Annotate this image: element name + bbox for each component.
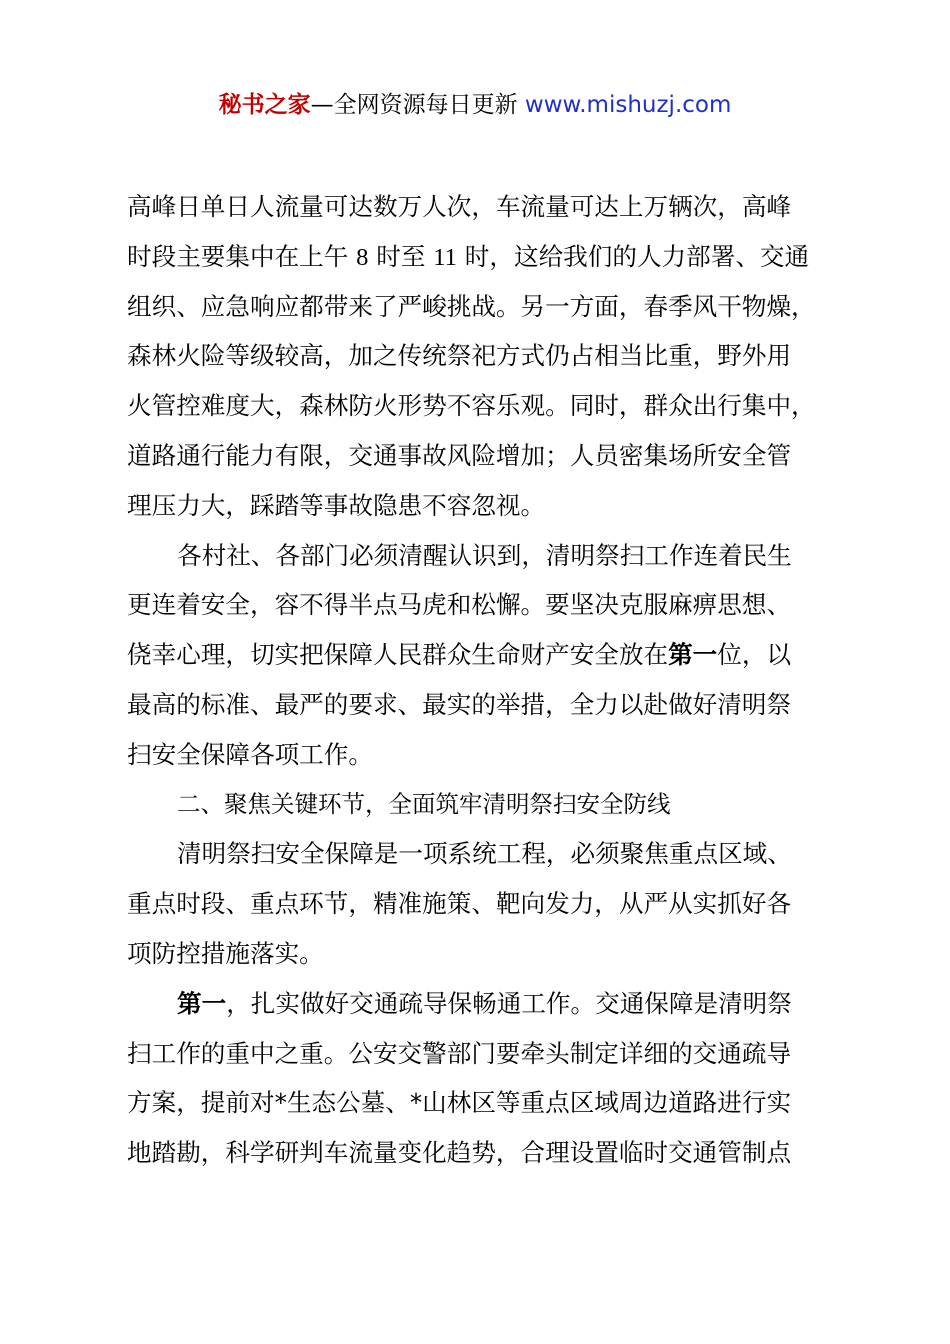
header-tagline: —全网资源每日更新	[310, 92, 525, 118]
text-line: 项防控措施落实。	[127, 938, 324, 968]
emphasis-text: 第一	[177, 988, 227, 1018]
text-line: 更连着安全，容不得半点马虎和松懈。要坚决克服麻痹思想、	[127, 590, 792, 620]
text-line: 各村社、各部门必须清醒认识到，清明祭扫工作连着民生	[177, 540, 792, 570]
text-line: 扫工作的重中之重。公安交警部门要牵头制定详细的交通疏导	[127, 1038, 792, 1068]
text-line: 组织、应急响应都带来了严峻挑战。另一方面，春季风干物燥，	[127, 291, 816, 321]
text-line: 高峰日单日人流量可达数万人次，车流量可达上万辆次，高峰	[127, 192, 792, 221]
text-line: 清明祭扫安全保障是一项系统工程，必须聚焦重点区域、	[177, 839, 792, 869]
text-line: 第一，扎实做好交通疏导保畅通工作。交通保障是清明祭	[177, 988, 792, 1018]
text-line: 时段主要集中在上午 8 时至 11 时，这给我们的人力部署、交通	[127, 241, 810, 271]
brand-name: 秘书之家	[218, 92, 311, 118]
text-line: 地踏勘，科学研判车流量变化趋势，合理设置临时交通管制点	[127, 1138, 792, 1168]
site-url-link[interactable]: www.mishuzj.com	[524, 92, 732, 118]
text-line: 方案，提前对*生态公墓、*山林区等重点区域周边道路进行实	[127, 1088, 792, 1118]
text-line: 最高的标准、最严的要求、最实的举措，全力以赴做好清明祭	[127, 689, 792, 719]
text-line: 理压力大，踩踏等事故隐患不容忽视。	[127, 490, 546, 520]
text-line: 侥幸心理，切实把保障人民群众生命财产安全放在第一位，以	[127, 640, 792, 670]
text-line: 道路通行能力有限，交通事故风险增加；人员密集场所安全管	[127, 440, 792, 470]
text-line: 重点时段、重点环节，精准施策、靶向发力，从严从实抓好各	[127, 889, 792, 919]
section-heading: 二、聚焦关键环节，全面筑牢清明祭扫安全防线	[177, 789, 671, 818]
text-line: 扫安全保障各项工作。	[127, 739, 373, 769]
document-body	[127, 182, 839, 1178]
site-header	[0, 88, 950, 122]
text-line: 森林火险等级较高，加之传统祭祀方式仍占相当比重，野外用	[127, 341, 792, 371]
emphasis-text: 第一	[668, 640, 718, 670]
text-line: 火管控难度大，森林防火形势不容乐观。同时，群众出行集中，	[127, 391, 816, 421]
